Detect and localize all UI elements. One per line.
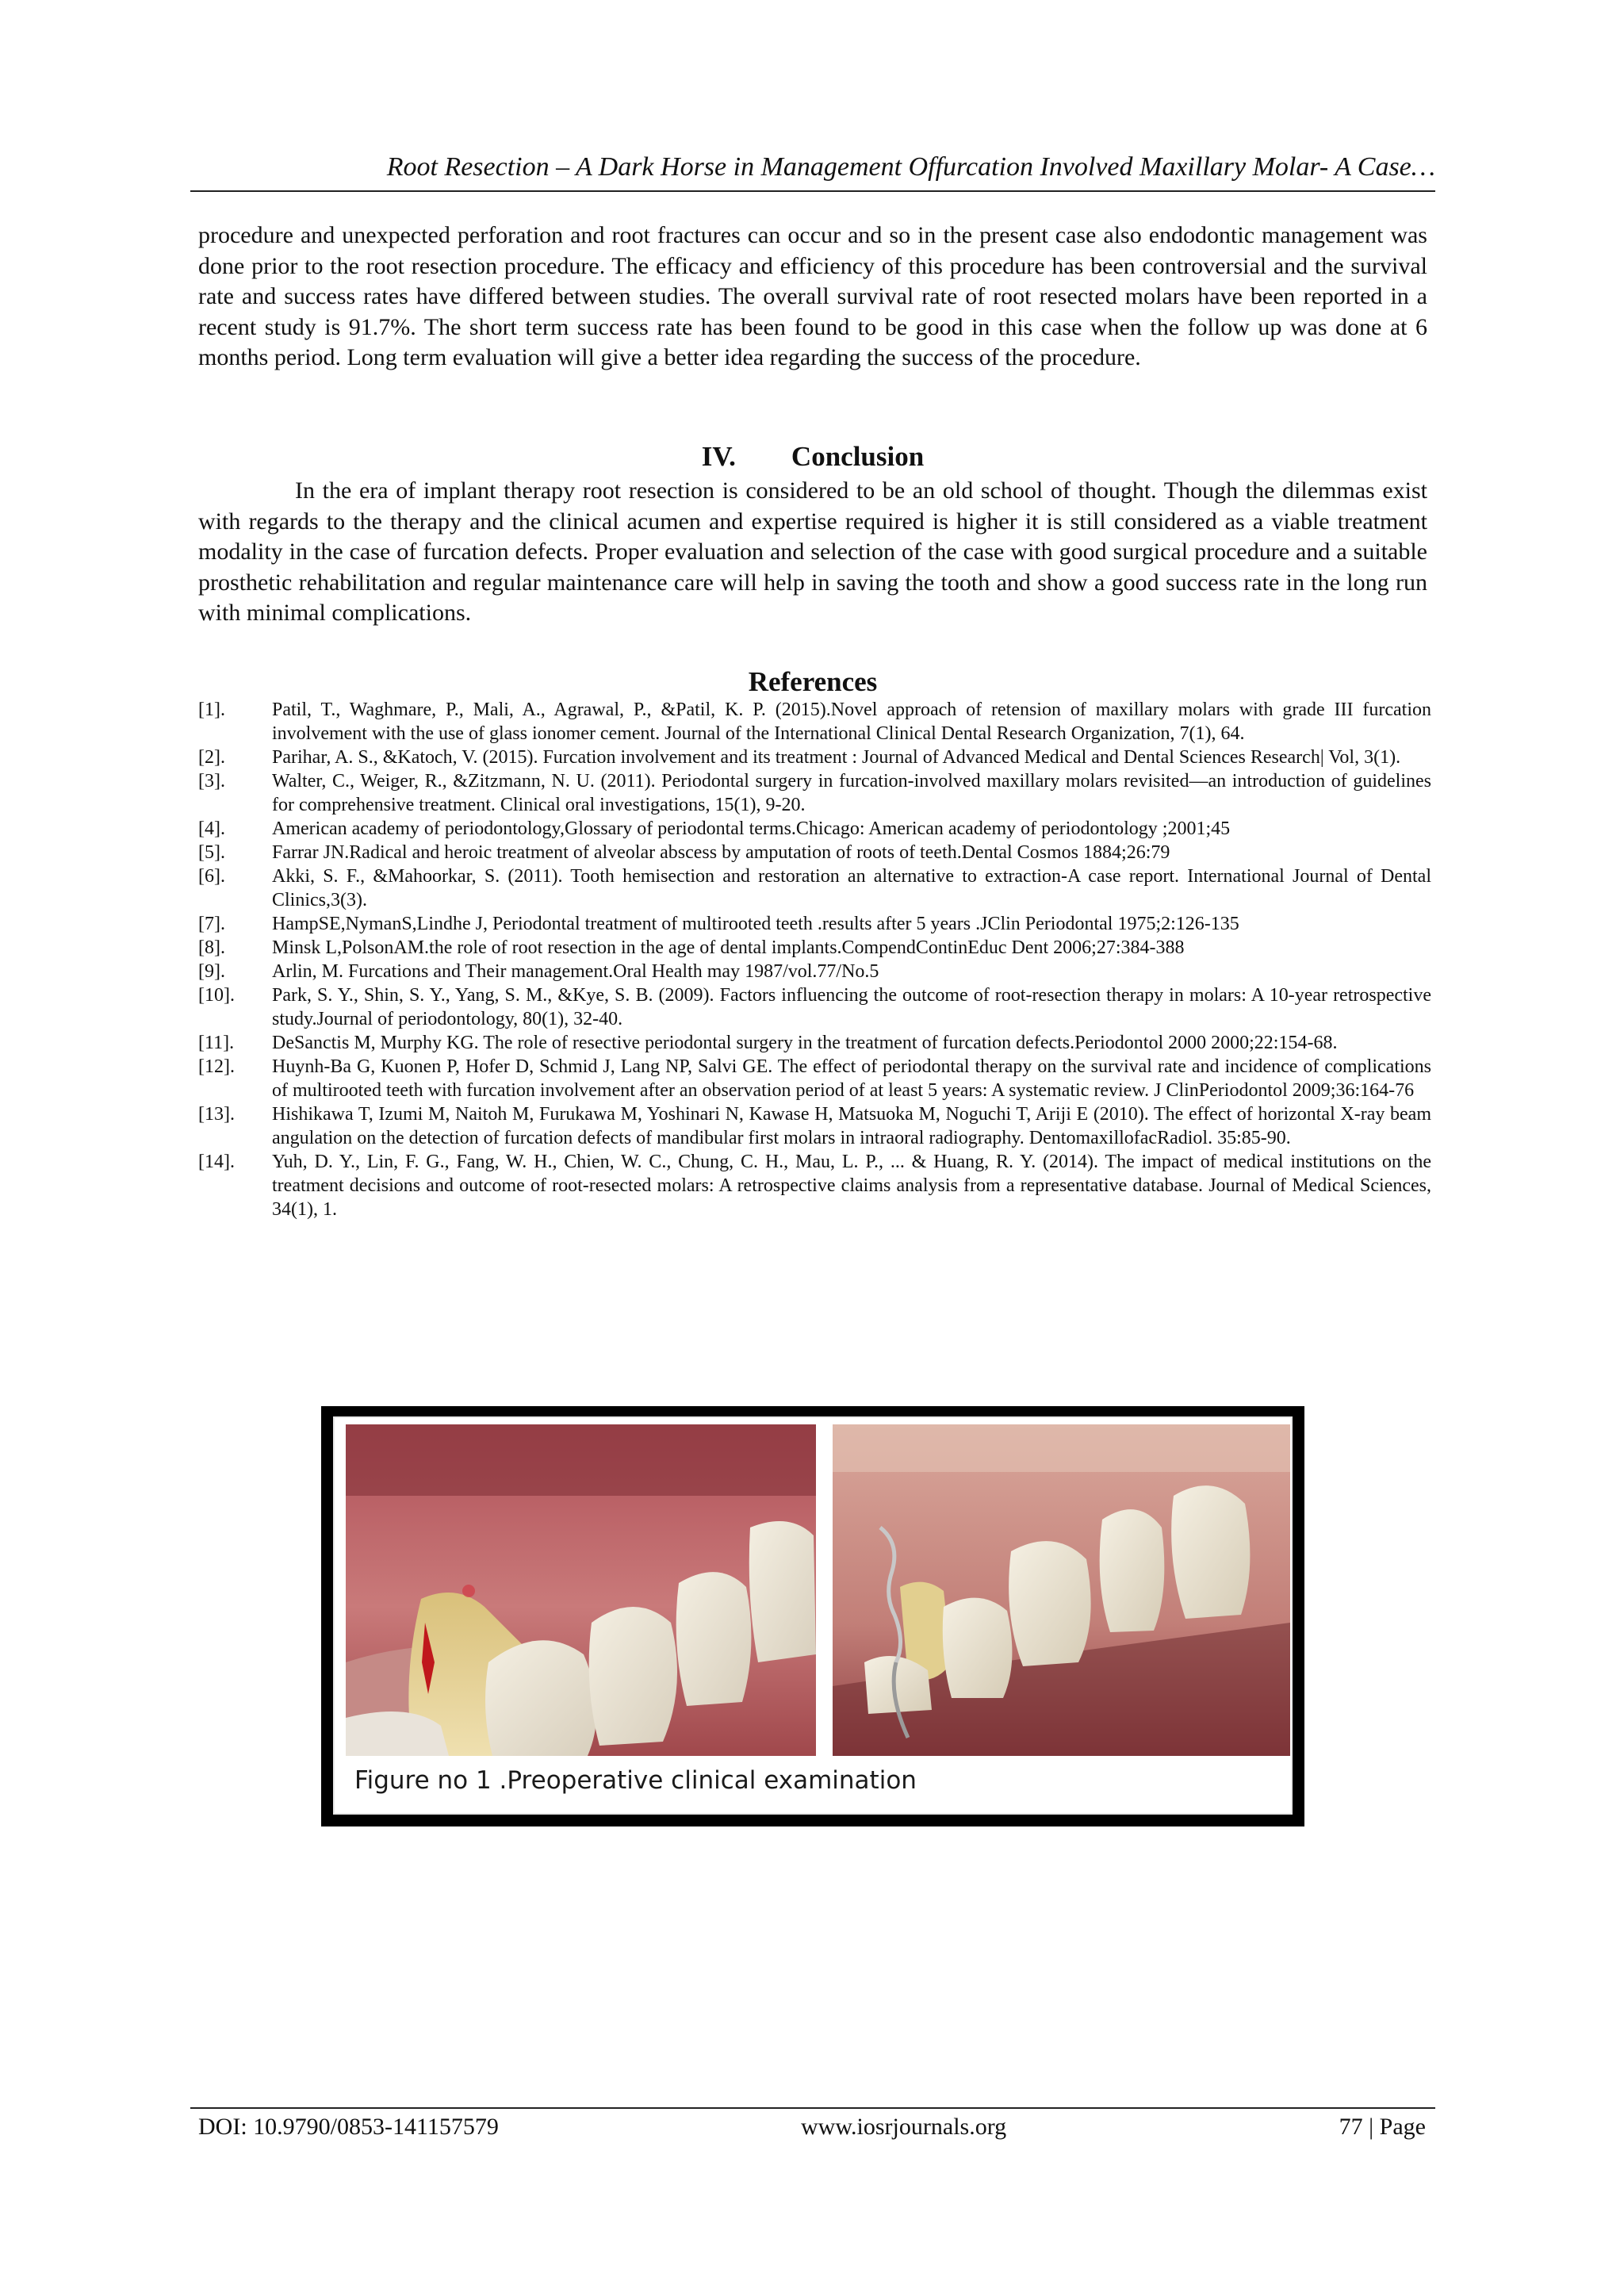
reference-number: [12].	[198, 1056, 235, 1077]
reference-item	[198, 983, 1431, 1031]
reference-number: [2].	[198, 747, 225, 768]
reference-text: Minsk L,PolsonAM.the role of root resection in the age of dental implants.CompendContinEduc Dent 2006;27:384-388	[272, 937, 1185, 958]
reference-number: [7].	[198, 914, 225, 934]
figure-panel	[333, 1416, 1293, 1815]
conclusion-paragraph: In the era of implant therapy root resection is considered to be an old school of thought. Though the dilemmas exist with regards to the therapy and the clinical acumen and expertise required is higher it is still considered as a viable treatment modality in the case of furcation defects. Proper evaluation and selection of the case with good surgical procedure and a suitable prosthetic rehabilitation and regular maintenance care will help in saving the tooth and show a good success rate in the long run with minimal complications.	[198, 477, 1427, 626]
reference-text: Huynh-Ba G, Kuonen P, Hofer D, Schmid J, Lang NP, Salvi GE. The effect of periodontal therapy on the survival rate and incidence of complications of multirooted teeth with furcation involvement after an observation period of at least 5 years: A systematic review. J ClinPeriodontol 2009;36:164-76	[272, 1056, 1431, 1101]
reference-item	[198, 817, 1431, 841]
discussion-paragraph: procedure and unexpected perforation and root fractures can occur and so in the present case also endodontic management was done prior to the root resection procedure. The efficacy and efficiency of this procedure has been controversial and the survival rate and success rates have differed between studies. The overall survival rate of root resected molars have been reported in a recent study is 91.7%. The short term success rate has been found to be good in this case when the follow up was done at 6 months period. Long term evaluation will give a better idea regarding the success of the procedure.	[198, 222, 1427, 370]
reference-number: [6].	[198, 866, 225, 887]
reference-number: [8].	[198, 937, 225, 958]
reference-text: Yuh, D. Y., Lin, F. G., Fang, W. H., Chien, W. C., Chung, C. H., Mau, L. P., ... & Huang, R. Y. (2014). The impact of medical institutions on the treatment decisions and outcome of root-resected molars: A retrospective claims analysis from a representative database. Journal of Medical Sciences, 34(1), 1.	[272, 1152, 1431, 1220]
footer-doi: DOI: 10.9790/0853-141157579	[198, 2114, 499, 2140]
reference-text: Park, S. Y., Shin, S. Y., Yang, S. M., &Kye, S. B. (2009). Factors influencing the outcome of root-resection therapy in molars: A 10-year retrospective study.Journal of periodontology, 80(1), 32-40.	[272, 985, 1431, 1029]
reference-item	[198, 864, 1431, 912]
reference-text: Patil, T., Waghmare, P., Mali, A., Agrawal, P., &Patil, K. P. (2015).Novel approach of retension of maxillary molars with grade III furcation involvement with the use of glass ionomer cement. Journal of the International Clinical Dental Research Organization, 7(1), 64.	[272, 700, 1431, 744]
reference-item	[198, 769, 1431, 817]
reference-text: Parihar, A. S., &Katoch, V. (2015). Furcation involvement and its treatment : Journal of Advanced Medical and Dental Sciences Research| Vol, 3(1).	[272, 747, 1401, 768]
footer-divider	[190, 2107, 1435, 2109]
running-header: Root Resection – A Dark Horse in Management Offurcation Involved Maxillary Molar- A Case…	[386, 152, 1435, 182]
reference-text: Farrar JN.Radical and heroic treatment of alveolar abscess by amputation of roots of teeth.Dental Cosmos 1884;26:79	[272, 842, 1170, 863]
reference-item	[198, 1102, 1431, 1150]
reference-number: [9].	[198, 961, 225, 982]
reference-text: Hishikawa T, Izumi M, Naitoh M, Furukawa M, Yoshinari N, Kawase H, Matsuoka M, Noguchi T, Ariji E (2010). The effect of horizontal X-ray beam angulation on the detection of furcation defects of mandibular first molars in intraoral radiography. DentomaxillofacRadiol. 35:85-90.	[272, 1104, 1431, 1148]
reference-number: [10].	[198, 985, 235, 1006]
footer-website: www.iosrjournals.org	[801, 2114, 1007, 2140]
reference-text: Walter, C., Weiger, R., &Zitzmann, N. U. (2011). Periodontal surgery in furcation-involved maxillary molars revisited—an introduction of guidelines for comprehensive treatment. Clinical oral investigations, 15(1), 9-20.	[272, 771, 1431, 815]
header-divider	[190, 190, 1435, 192]
reference-text: Arlin, M. Furcations and Their management.Oral Health may 1987/vol.77/No.5	[272, 961, 879, 982]
reference-text: HampSE,NymanS,Lindhe J, Periodontal treatment of multirooted teeth .results after 5 years .JClin Periodontal 1975;2:126-135	[272, 914, 1239, 934]
reference-item	[198, 960, 1431, 983]
reference-text: Akki, S. F., &Mahoorkar, S. (2011). Tooth hemisection and restoration an alternative to extraction-A case report. International Journal of Dental Clinics,3(3).	[272, 866, 1431, 910]
reference-number: [11].	[198, 1033, 235, 1053]
reference-number: [13].	[198, 1104, 235, 1125]
reference-item	[198, 1150, 1431, 1221]
reference-text: DeSanctis M, Murphy KG. The role of resective periodontal surgery in the treatment of furcation defects.Periodontol 2000 2000;22:154-68.	[272, 1033, 1338, 1053]
reference-text: American academy of periodontology,Glossary of periodontal terms.Chicago: American academy of periodontology ;2001;45	[272, 818, 1231, 839]
probe-examination-illustration	[833, 1424, 1290, 1756]
reference-number: [14].	[198, 1152, 235, 1172]
reference-item	[198, 1055, 1431, 1102]
reference-number: [5].	[198, 842, 225, 863]
conclusion-title: Conclusion	[791, 441, 925, 472]
preoperative-photo-right	[833, 1424, 1290, 1756]
conclusion-heading	[198, 439, 1427, 474]
reference-item	[198, 1031, 1431, 1055]
reference-item	[198, 936, 1431, 960]
conclusion-number: IV.	[701, 441, 736, 472]
reference-list	[198, 698, 1431, 1221]
clinical-figure	[321, 1406, 1304, 1826]
reference-number: [4].	[198, 818, 225, 839]
gingiva-teeth-illustration	[346, 1424, 816, 1756]
reference-item	[198, 746, 1431, 769]
references-heading: References	[748, 666, 878, 697]
footer-page-number: 77 | Page	[1339, 2114, 1426, 2140]
reference-number: [1].	[198, 700, 225, 720]
reference-number: [3].	[198, 771, 225, 792]
figure-caption: Figure no 1 .Preoperative clinical examination	[354, 1766, 917, 1795]
reference-item	[198, 841, 1431, 864]
reference-item	[198, 698, 1431, 746]
preoperative-photo-left	[346, 1424, 816, 1756]
reference-item	[198, 912, 1431, 936]
